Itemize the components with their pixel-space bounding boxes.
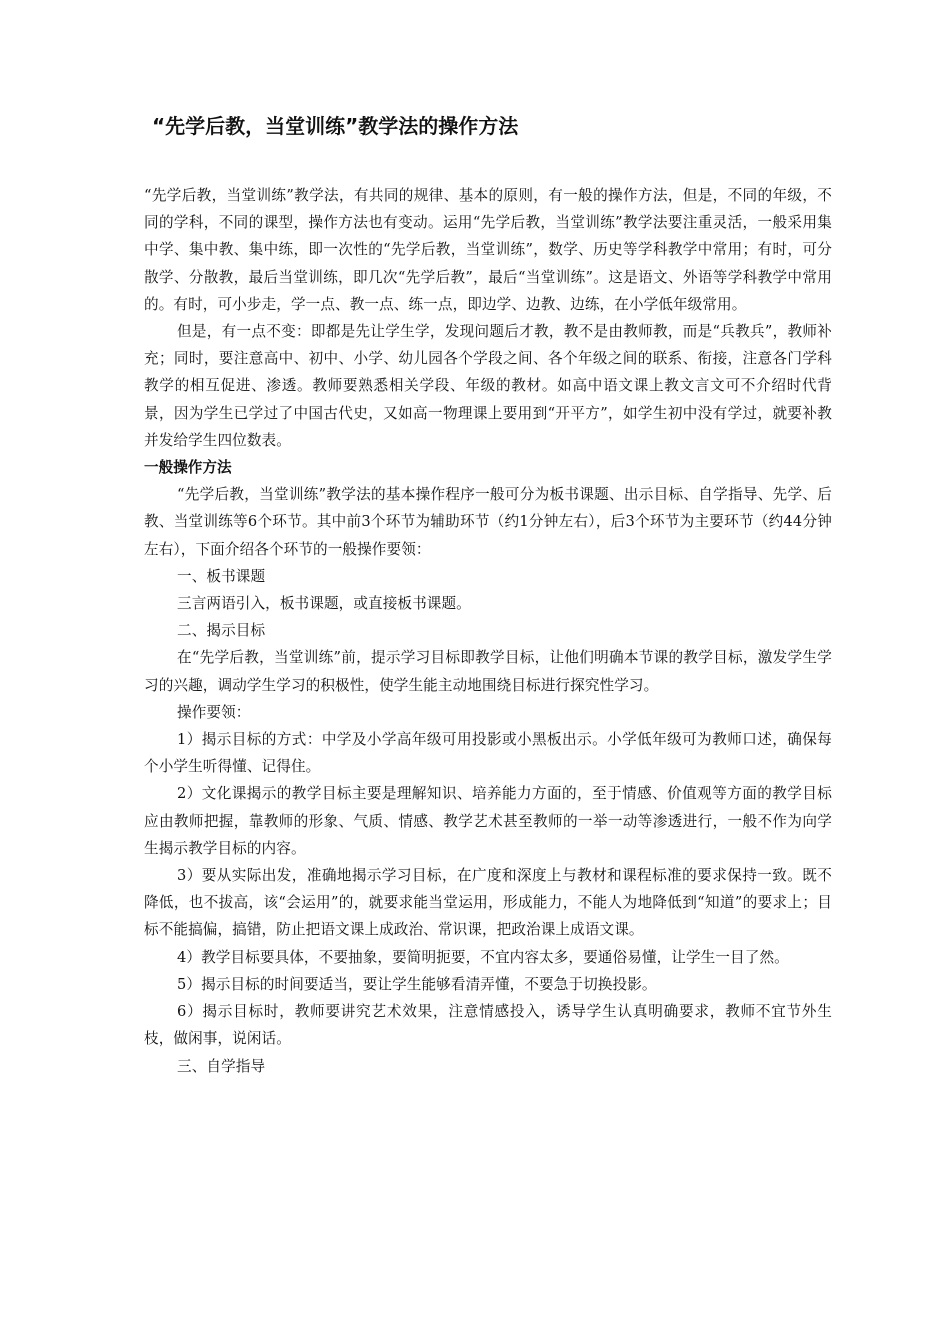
point-item-1: 1）揭示目标的方式：中学及小学高年级可用投影或小黑板出示。小学低年级可为教师口述，确保每个小学生听得懂、记得住。 xyxy=(144,731,832,776)
point-item-6: 6）揭示目标时，教师要讲究艺术效果，注意情感投入，诱导学生认真明确要求，教师不宜节外生枝，做闲事，说闲话。 xyxy=(144,1003,832,1048)
intro-paragraph-2: 但是，有一点不变：即都是先让学生学，发现问题后才教，教不是由教师教，而是“兵教兵”，教师补充；同时，要注意高中、初中、小学、幼儿园各个学段之间、各个年级之间的联系、衔接，注意各门学科教学的相互促进、渗透。教师要熟悉相关学段、年级的教材。如高中语文课上教文言文可不介绍时代背景，因为学生已学过了中国古代史，又如高一物理课上要用到“开平方”，如学生初中没有学过，就要补教并发给学生四位数表。 xyxy=(144,323,832,449)
step3-heading: 三、自学指导 xyxy=(177,1057,266,1075)
document-title: “先学后教，当堂训练”教学法的操作方法 xyxy=(152,114,519,138)
section-intro-paragraph: “先学后教，当堂训练”教学法的基本操作程序一般可分为板书课题、出示目标、自学指导、先学、后教、当堂训练等6个环节。其中前3个环节为辅助环节（约1分钟左右），后3个环节为主要环节（约44分钟左右），下面介绍各个环节的一般操作要领： xyxy=(144,486,832,558)
step2-text: 在“先学后教，当堂训练”前，提示学习目标即教学目标，让他们明确本节课的教学目标，激发学生学习的兴趣，调动学生学习的积极性，使学生能主动地围绕目标进行探究性学习。 xyxy=(144,649,832,694)
points-heading: 操作要领： xyxy=(177,703,251,721)
intro-paragraph-1: “先学后教，当堂训练”教学法，有共同的规律、基本的原则，有一般的操作方法，但是，不同的年级，不同的学科，不同的课型，操作方法也有变动。运用“先学后教，当堂训练”教学法要注重灵活，一般采用集中学、集中教、集中练，即一次性的“先学后教，当堂训练”，数学、历史等学科教学中常用；有时，可分散学、分散教，最后当堂训练，即几次“先学后教”，最后“当堂训练”。这是语文、外语等学科教学中常用的。有时，可小步走，学一点、教一点、练一点，即边学、边教、边练，在小学低年级常用。 xyxy=(144,187,832,313)
point-item-2: 2）文化课揭示的教学目标主要是理解知识、培养能力方面的，至于情感、价值观等方面的教学目标应由教师把握，靠教师的形象、气质、情感、教学艺术甚至教师的一举一动等渗透进行，一般不作为向学生揭示教学目标的内容。 xyxy=(144,785,832,857)
step1-text: 三言两语引入，板书课题，或直接板书课题。 xyxy=(177,595,471,613)
step2-heading: 二、揭示目标 xyxy=(177,622,266,640)
point-item-5: 5）揭示目标的时间要适当，要让学生能够看清弄懂，不要急于切换投影。 xyxy=(177,975,657,993)
section-heading: 一般操作方法 xyxy=(144,459,232,477)
point-item-3: 3）要从实际出发，准确地揭示学习目标，在广度和深度上与教材和课程标准的要求保持一致。既不降低，也不拔高，该“会运用”的，就要求能当堂运用，形成能力，不能人为地降低到“知道”的要求上；目标不能搞偏，搞错，防止把语文课上成政治、常识课，把政治课上成语文课。 xyxy=(144,867,832,939)
step1-heading: 一、板书课题 xyxy=(177,567,266,585)
document-body xyxy=(144,182,832,1080)
point-item-4: 4）教学目标要具体，不要抽象，要简明扼要，不宜内容太多，要通俗易懂，让学生一目了然。 xyxy=(177,948,789,966)
